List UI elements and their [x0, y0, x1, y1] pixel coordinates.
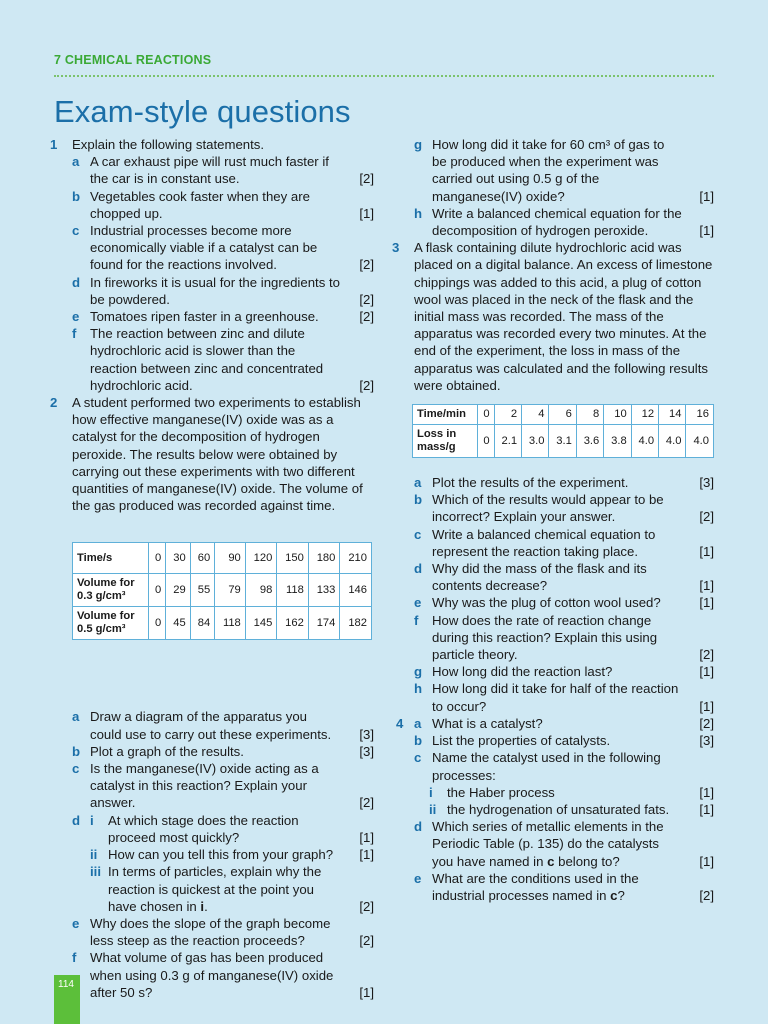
question-3-parts [392, 474, 716, 715]
table-cell: 133 [308, 574, 340, 607]
question-2 [50, 394, 376, 514]
table-cell: 55 [190, 574, 214, 607]
part-text: the Haber process [447, 784, 555, 800]
question-part [50, 188, 376, 222]
row-label: Volume for [77, 577, 135, 589]
table-cell: 3.8 [604, 425, 631, 458]
results-table-q3 [412, 404, 714, 458]
marks: [2] [359, 171, 374, 187]
row-header [73, 607, 149, 640]
question-part [50, 949, 376, 1001]
part-letter: g [414, 664, 423, 680]
question-stem: Explain the following statements. [72, 137, 265, 152]
marks: [1] [699, 664, 714, 680]
part-letter: c [414, 526, 422, 542]
chapter-heading: 7 CHEMICAL REACTIONS [54, 53, 212, 67]
table-cell: 16 [686, 405, 714, 425]
part-letter: d [414, 561, 423, 577]
part-text: How long did the reaction last? [432, 664, 613, 680]
table-cell: 30 [166, 543, 190, 574]
marks: [1] [699, 578, 714, 594]
question-part [392, 784, 716, 801]
marks: [2] [359, 257, 374, 273]
marks: [1] [699, 543, 714, 559]
table-cell: 8 [576, 405, 603, 425]
question-part [50, 325, 376, 394]
table-cell: 60 [190, 543, 214, 574]
part-letter: d [72, 274, 81, 290]
table-cell: 4.0 [631, 425, 658, 458]
table-cell: 79 [215, 574, 246, 607]
marks: [2] [359, 309, 374, 325]
question-part [50, 708, 376, 742]
part-text: List the properties of catalysts. [432, 733, 611, 749]
table-cell: 145 [245, 607, 277, 640]
marks: [2] [699, 509, 714, 525]
marks: [1] [699, 698, 714, 714]
part-letter: a [72, 154, 80, 170]
part-text: Why does the slope of the graph become less steep as the reaction proceeds? [90, 915, 331, 949]
row-sublabel: 0.3 g/cm³ [77, 590, 126, 602]
right-column [392, 136, 716, 904]
table-cell: 150 [277, 543, 309, 574]
table-cell: 0 [148, 607, 165, 640]
part-text: Industrial processes become more economically viable if a catalyst can be found for the reactions involved. [90, 223, 318, 273]
question-part [392, 594, 716, 611]
part-roman: i [429, 784, 433, 800]
row-header [413, 405, 478, 425]
question-part [50, 812, 376, 846]
table-cell: 162 [277, 607, 309, 640]
question-part [392, 205, 716, 239]
question-part [392, 732, 716, 749]
row-header [73, 543, 149, 574]
part-text: Why did the mass of the flask and its contents decrease? [432, 561, 647, 594]
table-cell: 146 [340, 574, 372, 607]
part-text: Why was the plug of cotton wool used? [432, 595, 661, 611]
part-letter: f [72, 950, 77, 966]
row-label: Time/min [417, 408, 466, 420]
table-cell: 10 [604, 405, 631, 425]
marks: [2] [359, 291, 374, 307]
question-stem: A flask containing dilute hydrochloric acid was placed on a digital balance. An excess of limestone chippings was added to this acid, a plug of cotton wool was placed in the neck of the flask and the initial mass was recorded. The mass of the apparatus was recorded every two minutes. At the end of the experiment, the loss in mass of the apparatus was calculated and the following results were obtained. [414, 240, 713, 393]
page-number: 114 [58, 979, 74, 990]
part-text: Which of the results would appear to be incorrect? Explain your answer. [432, 492, 664, 525]
table-row [73, 543, 372, 574]
part-text: How can you tell this from your graph? [108, 847, 334, 863]
marks: [3] [359, 726, 374, 742]
part-text: . [204, 898, 208, 914]
part-text: How does the rate of reaction change during this reaction? Explain this using particle theory. [432, 612, 658, 663]
question-1-parts [50, 153, 376, 394]
part-text: Draw a diagram of the apparatus you could use to carry out these experiments. [90, 709, 332, 742]
question-part [50, 915, 376, 949]
table-cell: 84 [190, 607, 214, 640]
table-cell: 182 [340, 607, 372, 640]
question-part [50, 274, 376, 308]
part-roman: ii [90, 847, 98, 863]
part-text: Which series of metallic elements in the Periodic Table (p. 135) do the catalysts you have named in [432, 819, 664, 869]
part-text: ? [617, 887, 625, 903]
part-letter: c [72, 223, 80, 239]
question-number: 1 [50, 137, 58, 152]
marks: [1] [699, 801, 714, 817]
question-number: 3 [392, 240, 400, 256]
table-cell: 4 [522, 405, 549, 425]
question-stem: A student performed two experiments to establish how effective manganese(IV) oxide was as a catalyst for the decomposition of hydrogen peroxide. The results below were obtained by carrying out these experiments with two different quantities of manganese(IV) oxide. The volume of the gas produced was recorded against time. [72, 395, 363, 514]
marks: [2] [699, 715, 714, 731]
marks: [1] [359, 847, 374, 863]
question-part [392, 560, 716, 594]
table-cell: 4.0 [659, 425, 686, 458]
results-table-q2 [72, 542, 372, 640]
table-row [73, 574, 372, 607]
table-cell: 0 [148, 543, 165, 574]
part-letter: e [72, 309, 80, 325]
part-letter: f [414, 612, 419, 628]
part-letter: b [414, 733, 423, 749]
marks: [2] [699, 887, 714, 903]
part-letter: b [72, 743, 81, 759]
table-cell: 210 [340, 543, 372, 574]
part-letter: g [414, 137, 423, 152]
question-part [392, 818, 716, 870]
table-cell: 174 [308, 607, 340, 640]
row-header [413, 425, 478, 458]
table-cell: 118 [277, 574, 309, 607]
row-label: Time/s [77, 551, 113, 564]
part-text-bold: i [200, 898, 205, 914]
table-cell: 2.1 [494, 425, 521, 458]
part-text: What are the conditions used in the industrial processes named in [432, 870, 639, 903]
part-text: What volume of gas has been produced when using 0.3 g of manganese(IV) oxide after 50 s? [90, 950, 334, 1000]
table-cell: 12 [631, 405, 658, 425]
table-row [73, 607, 372, 640]
part-text: How long did it take for 60 cm³ of gas to be produced when the experiment was carried out using 0.5 g of the manganese(IV) oxide? [432, 137, 665, 204]
question-part [392, 663, 716, 680]
table-cell: 4.0 [686, 425, 714, 458]
question-number: 4 [396, 715, 404, 731]
question-part [50, 222, 376, 274]
part-text: In fireworks it is usual for the ingredients to be powdered. [90, 274, 340, 307]
table-cell: 3.1 [549, 425, 576, 458]
part-letter: h [414, 681, 423, 697]
question-part [392, 715, 716, 732]
question-part [50, 153, 376, 187]
marks: [1] [359, 984, 374, 1000]
row-sublabel: 0.5 g/cm³ [77, 623, 126, 635]
marks: [3] [699, 733, 714, 749]
question-part [392, 136, 716, 205]
part-text: the hydrogenation of unsaturated fats. [447, 801, 670, 817]
question-part [50, 308, 376, 325]
question-part [392, 474, 716, 491]
marks: [3] [359, 743, 374, 759]
question-part [50, 846, 376, 863]
table-cell: 3.0 [522, 425, 549, 458]
table-cell: 118 [215, 607, 246, 640]
marks: [3] [699, 475, 714, 491]
marks: [1] [699, 188, 714, 204]
part-roman: i [90, 812, 94, 828]
question-part [392, 491, 716, 525]
part-letter: h [414, 205, 423, 221]
part-letter: e [72, 915, 80, 931]
row-sublabel: mass/g [417, 441, 456, 453]
part-letter: c [414, 750, 422, 766]
table-cell: 0 [477, 405, 494, 425]
table-cell: 45 [166, 607, 190, 640]
part-roman: ii [429, 801, 437, 817]
table-row [413, 425, 714, 458]
part-text: Plot a graph of the results. [90, 743, 244, 759]
part-letter: b [72, 188, 81, 204]
part-text: Name the catalyst used in the following processes: [432, 750, 661, 783]
question-part [392, 680, 716, 714]
table-cell: 120 [245, 543, 277, 574]
table-cell: 14 [659, 405, 686, 425]
marks: [2] [359, 795, 374, 811]
part-letter: f [72, 326, 77, 342]
table-cell: 2 [494, 405, 521, 425]
part-text: Plot the results of the experiment. [432, 475, 629, 491]
row-label: Loss in [417, 428, 457, 440]
row-header [73, 574, 149, 607]
part-text: Tomatoes ripen faster in a greenhouse. [90, 309, 319, 325]
table-cell: 6 [549, 405, 576, 425]
part-roman: iii [90, 864, 101, 880]
page-title: Exam-style questions [54, 94, 351, 129]
question-part [50, 760, 376, 812]
table-cell: 98 [245, 574, 277, 607]
question-part [392, 526, 716, 560]
part-text: belong to? [554, 853, 620, 869]
part-letter: c [72, 761, 80, 777]
dotted-divider [54, 75, 714, 77]
marks: [2] [359, 933, 374, 949]
part-letter: e [414, 870, 422, 886]
marks: [2] [699, 647, 714, 663]
part-text: At which stage does the reaction proceed most quickly? [108, 812, 299, 845]
marks: [1] [699, 223, 714, 239]
question-3 [392, 239, 716, 394]
part-letter: b [414, 492, 423, 508]
marks: [1] [699, 595, 714, 611]
part-letter: d [414, 819, 423, 835]
marks: [1] [699, 784, 714, 800]
marks: [2] [359, 898, 374, 914]
table-cell: 3.6 [576, 425, 603, 458]
part-text-bold: c [547, 853, 555, 869]
table-cell: 90 [215, 543, 246, 574]
part-text: How long did it take for half of the reaction to occur? [432, 681, 679, 714]
question-part [392, 870, 716, 904]
table-cell: 0 [148, 574, 165, 607]
table-cell: 29 [166, 574, 190, 607]
part-letter: e [414, 595, 422, 611]
part-text: What is a catalyst? [432, 715, 543, 731]
part-text: Vegetables cook faster when they are chopped up. [90, 188, 310, 221]
part-letter: a [72, 709, 80, 725]
part-letter: a [414, 475, 422, 491]
table-cell: 180 [308, 543, 340, 574]
marks: [1] [359, 205, 374, 221]
question-part [392, 749, 716, 783]
table-cell: 0 [477, 425, 494, 458]
marks: [1] [699, 853, 714, 869]
part-letter: d [72, 812, 81, 828]
question-part [392, 801, 716, 818]
part-text: The reaction between zinc and dilute hydrochloric acid is slower than the reaction between zinc and concentrated hydrochloric acid. [90, 326, 324, 393]
table-row [413, 405, 714, 425]
part-text: Is the manganese(IV) oxide acting as a catalyst in this reaction? Explain your answer. [90, 761, 319, 811]
part-text: Write a balanced chemical equation for the decomposition of hydrogen peroxide. [432, 205, 682, 239]
question-part [392, 612, 716, 664]
part-letter: a [414, 715, 422, 731]
question-number: 2 [50, 395, 58, 411]
marks: [1] [359, 829, 374, 845]
part-text: Write a balanced chemical equation to represent the reaction taking place. [432, 526, 656, 559]
question-1 [50, 136, 376, 153]
question-part [50, 743, 376, 760]
part-text: A car exhaust pipe will rust much faster if the car is in constant use. [90, 154, 329, 187]
marks: [2] [359, 377, 374, 393]
part-text-bold: c [610, 887, 618, 903]
question-part [50, 863, 376, 915]
part-text: In terms of particles, explain why the reaction is quickest at the point you have chosen in [108, 864, 322, 914]
row-label: Volume for [77, 610, 135, 622]
